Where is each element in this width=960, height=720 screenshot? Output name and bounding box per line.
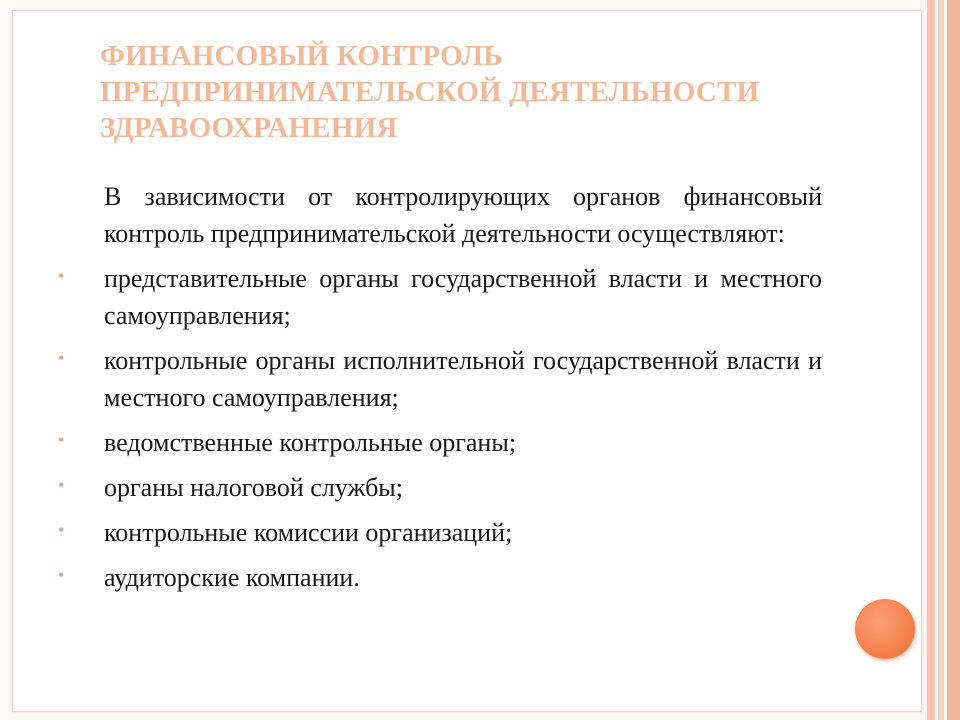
- slide-body: [58, 178, 822, 604]
- bullet-icon: •: [58, 348, 65, 368]
- list-item-text: представительные органы государственной власти и местного самоуправления;: [104, 264, 822, 330]
- slide-title-line: ПРЕДПРИНИМАТЕЛЬСКОЙ ДЕЯТЕЛЬНОСТИ: [100, 76, 760, 108]
- slide-title: [100, 38, 900, 146]
- bullet-icon: •: [58, 475, 65, 495]
- slide-title-line: ФИНАНСОВЫЙ КОНТРОЛЬ: [100, 40, 503, 72]
- list-item-text: аудиторские компании.: [104, 563, 360, 592]
- bullet-icon: •: [58, 520, 65, 540]
- list-item: [58, 260, 822, 334]
- list-item: [58, 559, 822, 596]
- bullet-icon: •: [58, 266, 65, 286]
- list-item: [58, 469, 822, 506]
- bullet-list: [58, 260, 822, 596]
- list-item: [58, 514, 822, 551]
- list-item-text: ведомственные контрольные органы;: [104, 428, 517, 457]
- bullet-icon: •: [58, 430, 65, 450]
- list-item-text: контрольные комиссии организаций;: [104, 518, 513, 547]
- list-item-text: контрольные органы исполнительной государственной власти и местного самоуправления;: [104, 346, 822, 412]
- list-item-text: органы налоговой службы;: [104, 473, 403, 502]
- decorative-stripe: [947, 0, 960, 720]
- intro-paragraph: В зависимости от контролирующих органов финансовый контроль предпринимательской деятельности осуществляют:: [104, 182, 822, 248]
- decorative-circle-icon: [855, 599, 915, 659]
- decorative-stripe: [927, 0, 935, 720]
- bullet-icon: •: [58, 565, 65, 585]
- decorative-stripe: [938, 0, 944, 720]
- list-item: [58, 342, 822, 416]
- slide-title-line: ЗДРАВООХРАНЕНИЯ: [100, 112, 398, 144]
- list-item: [58, 424, 822, 461]
